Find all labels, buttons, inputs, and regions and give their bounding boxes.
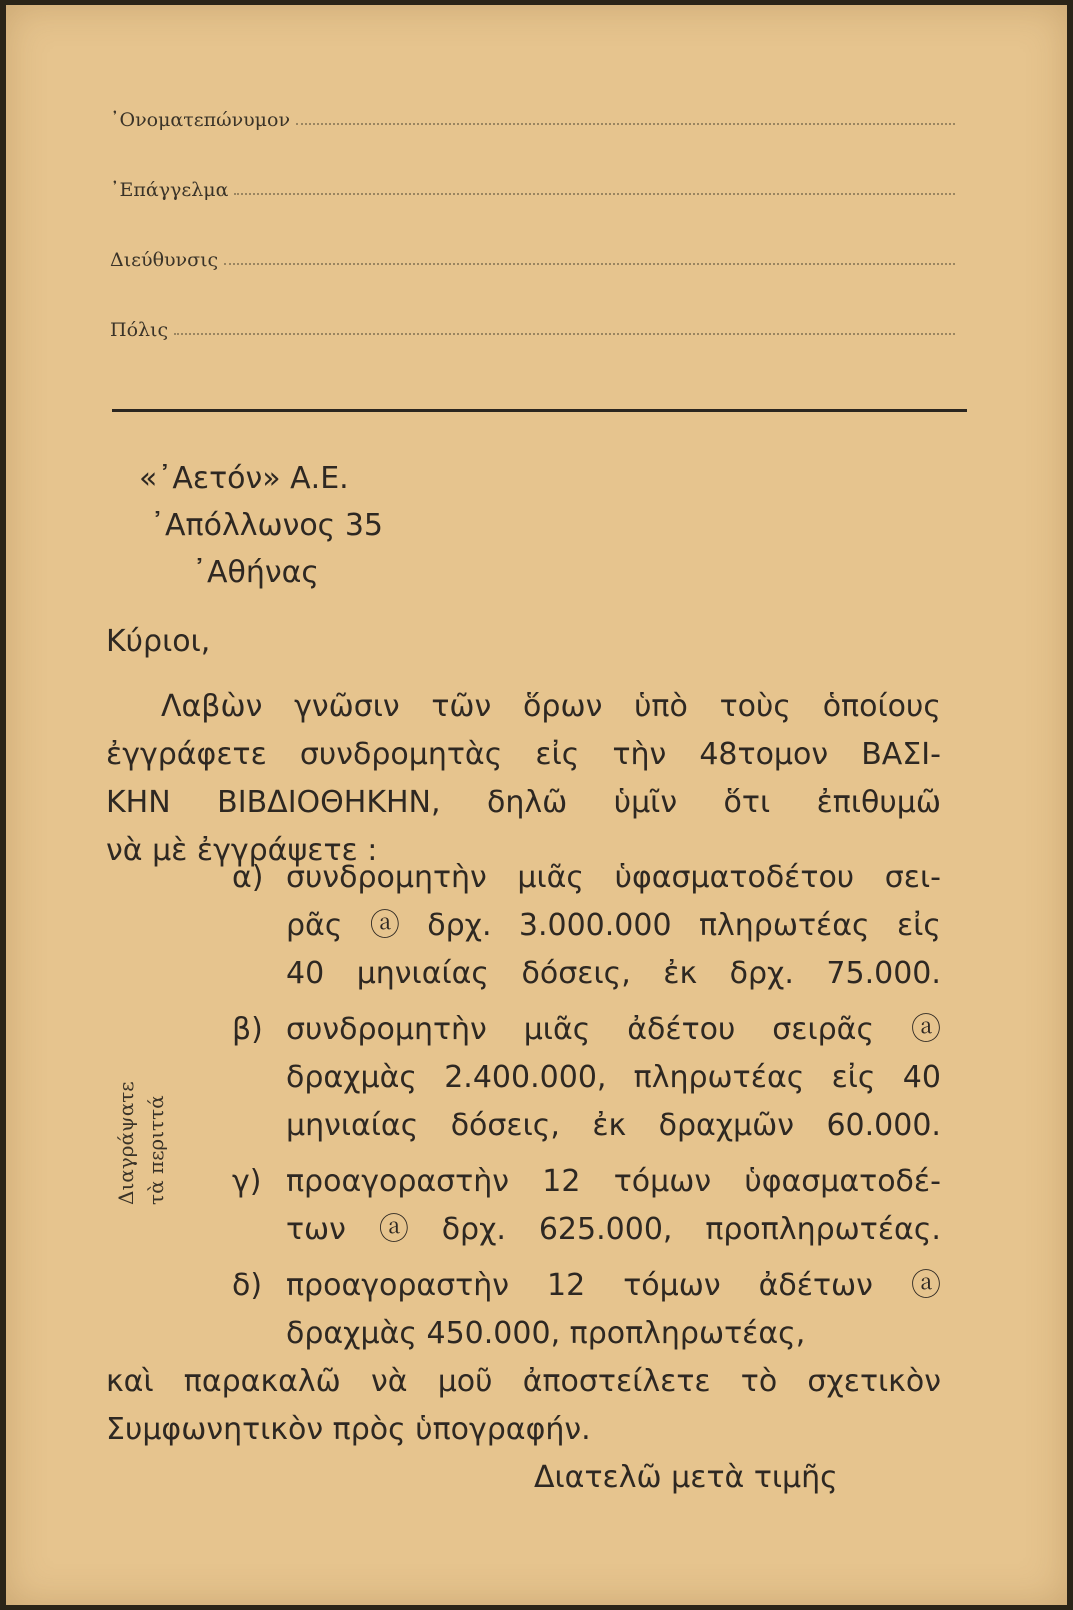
side-note-line-2: τὰ περιττά [144, 1095, 168, 1205]
side-note-line-1: Διαγράψατε [114, 1081, 138, 1205]
option-c-line-1: προαγοραστὴν 12 τόμων ὑφασματοδέ- [286, 1164, 941, 1199]
option-a-line-3: 40 μηνιαίας δόσεις, ἐκ δρχ. 75.000. [286, 956, 941, 991]
profession-label: ᾿Επάγγελμα [110, 179, 229, 201]
option-b-line-2: δραχμὰς 2.400.000, πληρωτέας εἰς 40 [286, 1060, 941, 1095]
closing-line-2: Συμφωνητικὸν πρὸς ὑπογραφήν. [106, 1412, 591, 1447]
option-a-line-1: συνδρομητὴν μιᾶς ὑφασματοδέτου σει- [286, 860, 941, 895]
option-b-line-3: μηνιαίας δόσεις, ἐκ δραχμῶν 60.000. [286, 1108, 941, 1143]
address-label: Διεύθυνσις [110, 249, 219, 271]
option-a-marker: α) [232, 860, 264, 895]
address-dotted-line [224, 263, 955, 265]
option-c-marker: γ) [232, 1164, 262, 1199]
option-d-marker: δ) [232, 1268, 263, 1303]
divider-rule [112, 409, 967, 412]
intro-line-3: ΚΗΝ ΒΙΒΔΙΟΘΗΚΗΝ, δηλῶ ὑμῖν ὅτι ἐπιθυμῶ [106, 785, 941, 820]
option-d-line-2: δραχμὰς 450.000, προπληρωτέας, [286, 1316, 806, 1351]
profession-field[interactable] [110, 171, 955, 201]
option-b-marker: β) [232, 1012, 263, 1047]
option-c-line-2: των ⓐ δρχ. 625.000, προπληρωτέας. [286, 1212, 941, 1247]
name-field[interactable] [110, 101, 955, 131]
recipient-street: ᾿Απόλλωνος 35 [150, 508, 383, 543]
option-d-line-1: προαγοραστὴν 12 τόμων ἀδέτων ⓐ [286, 1268, 941, 1303]
profession-dotted-line [234, 193, 955, 195]
closing-line-1: καὶ παρακαλῶ νὰ μοῦ ἀποστείλετε τὸ σχετικὸν [106, 1364, 941, 1399]
salutation: Κύριοι, [106, 624, 211, 659]
city-field[interactable] [110, 311, 955, 341]
intro-line-4: νὰ μὲ ἐγγράψετε : [106, 833, 378, 868]
intro-line-2: ἐγγράφετε συνδρομητὰς εἰς τὴν 48τομον ΒΑΣΙ- [106, 737, 941, 772]
subscription-form-card [6, 5, 1067, 1605]
option-a-line-2: ρᾶς ⓐ δρχ. 3.000.000 πληρωτέας εἰς [286, 908, 941, 943]
option-b-line-1: συνδρομητὴν μιᾶς ἀδέτου σειρᾶς ⓐ [286, 1012, 941, 1047]
recipient-city: ᾿Αθήνας [192, 555, 320, 590]
city-dotted-line [174, 333, 955, 335]
city-label: Πόλις [110, 319, 169, 341]
name-label: ᾿Ονοματεπώνυμον [110, 109, 291, 131]
intro-line-1: Λαβὼν γνῶσιν τῶν ὅρων ὑπὸ τοὺς ὁποίους [161, 689, 941, 724]
signoff: Διατελῶ μετὰ τιμῆς [534, 1460, 838, 1495]
name-dotted-line [296, 123, 955, 125]
address-field[interactable] [110, 241, 955, 271]
recipient-company: «᾿Αετόν» Α.Ε. [139, 461, 349, 496]
